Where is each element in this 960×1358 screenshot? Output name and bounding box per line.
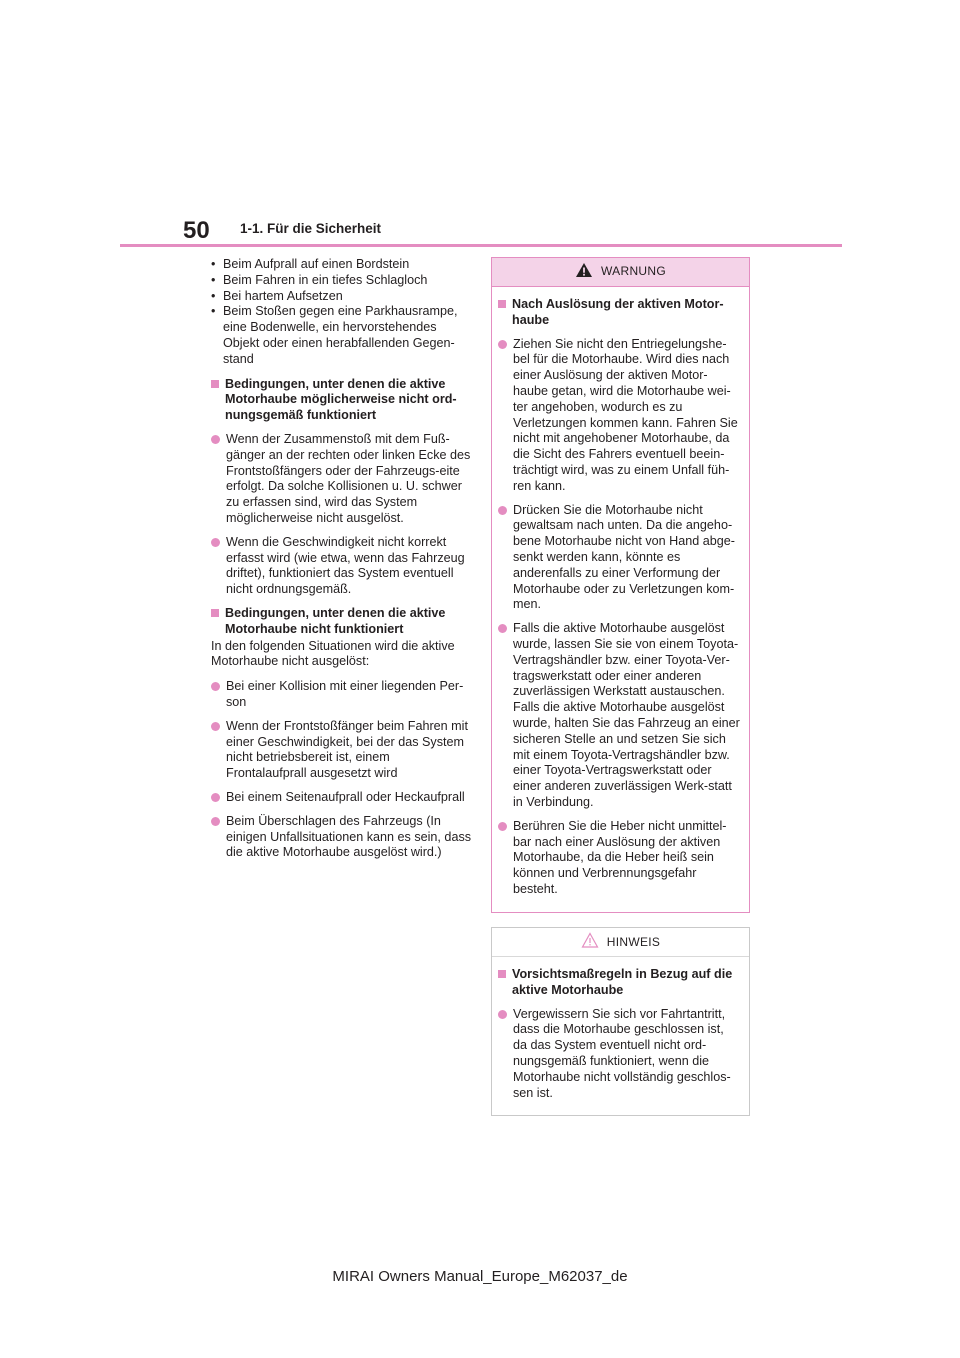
page-number: 50 — [183, 217, 210, 244]
list-item: Drücken Sie die Motorhaube nicht gewaltsam nach unten. Da die angeho-bene Motorhaube nicht von Hand abge-senkt werden kann, könnte es anderenfalls zu einer Verformung der Motorhaube oder zu Verletzungen kom-men. — [498, 503, 741, 614]
list-item: • Beim Stoßen gegen eine Parkhausrampe, eine Bodenwelle, ein hervorstehendes Objekt oder einen herabfallenden Gegen-stand — [211, 304, 458, 366]
circle-bullet-icon — [211, 538, 220, 547]
list-item: Ziehen Sie nicht den Entriegelungshe-bel für die Motorhaube. Wird dies nach einer Auslösung der aktiven Motor-haube getan, wird die Motorhaube wei-ter angehoben, wodurch es zu Verletzungen kommen kann. Fahren Sie nicht mit angehobener Motorhaube, da die Sicht des Fahrers eventuell beein-trächtigt wird, was zu einem Unfall füh-ren kann. — [498, 337, 741, 495]
list-item: Falls die aktive Motorhaube ausgelöst wurde, lassen Sie sie von einem Toyota-Vertragshändler bzw. einer Toyota-Ver-tragswerkstatt oder einer anderen zuverlässigen Werkstatt austauschen. Falls die aktive Motorhaube ausgelöst wurde, halten Sie das Fahrzeug an einer sicheren Stelle an und setzen Sie sich mit einem Toyota-Vertragshändler bzw. einer Toyota-Vertragswerkstatt oder einer anderen zuverlässigen Werk-statt in Verbindung. — [498, 621, 741, 811]
caution-triangle-icon — [581, 932, 599, 953]
bullet-dot-icon: • — [211, 304, 216, 319]
list-item: Berühren Sie die Heber nicht unmittel-bar nach einer Auslösung der aktiven Motorhaube, da die Heber heiß sein können und Verbrennungsgefahr besteht. — [498, 819, 741, 898]
list-item: Vergewissern Sie sich vor Fahrtantritt, dass die Motorhaube geschlossen ist, da das System eventuell nicht ord-nungsgemäß funktioniert, wenn die Motorhaube nicht vollständig geschlos-sen ist. — [498, 1007, 741, 1102]
left-column — [211, 257, 473, 869]
note-header — [492, 928, 749, 957]
warning-header — [492, 258, 749, 287]
circle-bullet-icon — [498, 1010, 507, 1019]
circle-bullet-icon — [498, 506, 507, 515]
footer-document-id: MIRAI Owners Manual_Europe_M62037_de — [332, 1268, 628, 1285]
warning-triangle-icon — [575, 262, 593, 283]
list-item: Bei einem Seitenaufprall oder Heckaufprall — [211, 790, 473, 806]
square-bullet-icon — [211, 609, 219, 617]
bullet-dot-icon: • — [211, 257, 216, 271]
circle-bullet-icon — [211, 722, 220, 731]
note-box — [491, 927, 750, 1116]
circle-bullet-icon — [498, 340, 507, 349]
section-title: 1-1. Für die Sicherheit — [240, 221, 382, 236]
circle-bullet-icon — [211, 793, 220, 802]
list-item: Wenn der Frontstoßfänger beim Fahren mit einer Geschwindigkeit, bei der das System nicht betriebsbereit ist, einem Frontalaufprall ausgesetzt wird — [211, 719, 473, 782]
warning-body — [492, 287, 749, 912]
square-bullet-icon — [211, 380, 219, 388]
square-bullet-icon — [498, 300, 506, 308]
bullet-dot-icon: • — [211, 288, 216, 303]
section-heading: Bedingungen, unter denen die aktive Motorhaube nicht funktioniert — [211, 606, 473, 638]
section-heading: Bedingungen, unter denen die aktive Motorhaube möglicherweise nicht ord-nungsgemäß funktioniert — [211, 377, 473, 424]
warning-label: WARNUNG — [601, 264, 666, 279]
paragraph: In den folgenden Situationen wird die aktive Motorhaube nicht ausgelöst: — [211, 638, 455, 669]
square-bullet-icon — [498, 970, 506, 978]
list-item: Wenn der Zusammenstoß mit dem Fuß-gänger an der rechten oder linken Ecke des Frontstoßfängers oder der Fahrzeugs-eite erfolgt. Da solche Kollisionen u. U. schwer zu erfassen sind, wird das System möglicherweise nicht ausgelöst. — [211, 432, 473, 527]
impact-bullet-list — [211, 257, 473, 368]
list-item: Wenn die Geschwindigkeit nicht korrekt erfasst wird (wie etwa, wenn das Fahrzeug driftet), funktioniert das System eventuell nicht ordnungsgemäß. — [211, 535, 473, 598]
section-heading: Nach Auslösung der aktiven Motor-haube — [498, 297, 741, 329]
note-body — [492, 957, 749, 1115]
list-item: • Beim Fahren in ein tiefes Schlagloch — [211, 272, 428, 287]
list-item: Bei einer Kollision mit einer liegenden Per-son — [211, 679, 473, 711]
circle-bullet-icon — [498, 624, 507, 633]
circle-bullet-icon — [211, 817, 220, 826]
section-heading: Vorsichtsmaßregeln in Bezug auf die aktive Motorhaube — [498, 967, 741, 999]
warning-box — [491, 257, 750, 913]
note-label: HINWEIS — [606, 935, 661, 949]
header-rule — [120, 244, 842, 247]
list-item: • Bei hartem Aufsetzen — [211, 288, 343, 303]
bullet-dot-icon: • — [211, 272, 216, 287]
circle-bullet-icon — [211, 682, 220, 691]
circle-bullet-icon — [498, 822, 507, 831]
list-item: Beim Überschlagen des Fahrzeugs (In einigen Unfallsituationen kann es sein, dass die aktive Motorhaube ausgelöst wird.) — [211, 814, 473, 861]
circle-bullet-icon — [211, 435, 220, 444]
right-column — [491, 257, 750, 913]
list-item: • Beim Aufprall auf einen Bordstein — [211, 257, 410, 271]
